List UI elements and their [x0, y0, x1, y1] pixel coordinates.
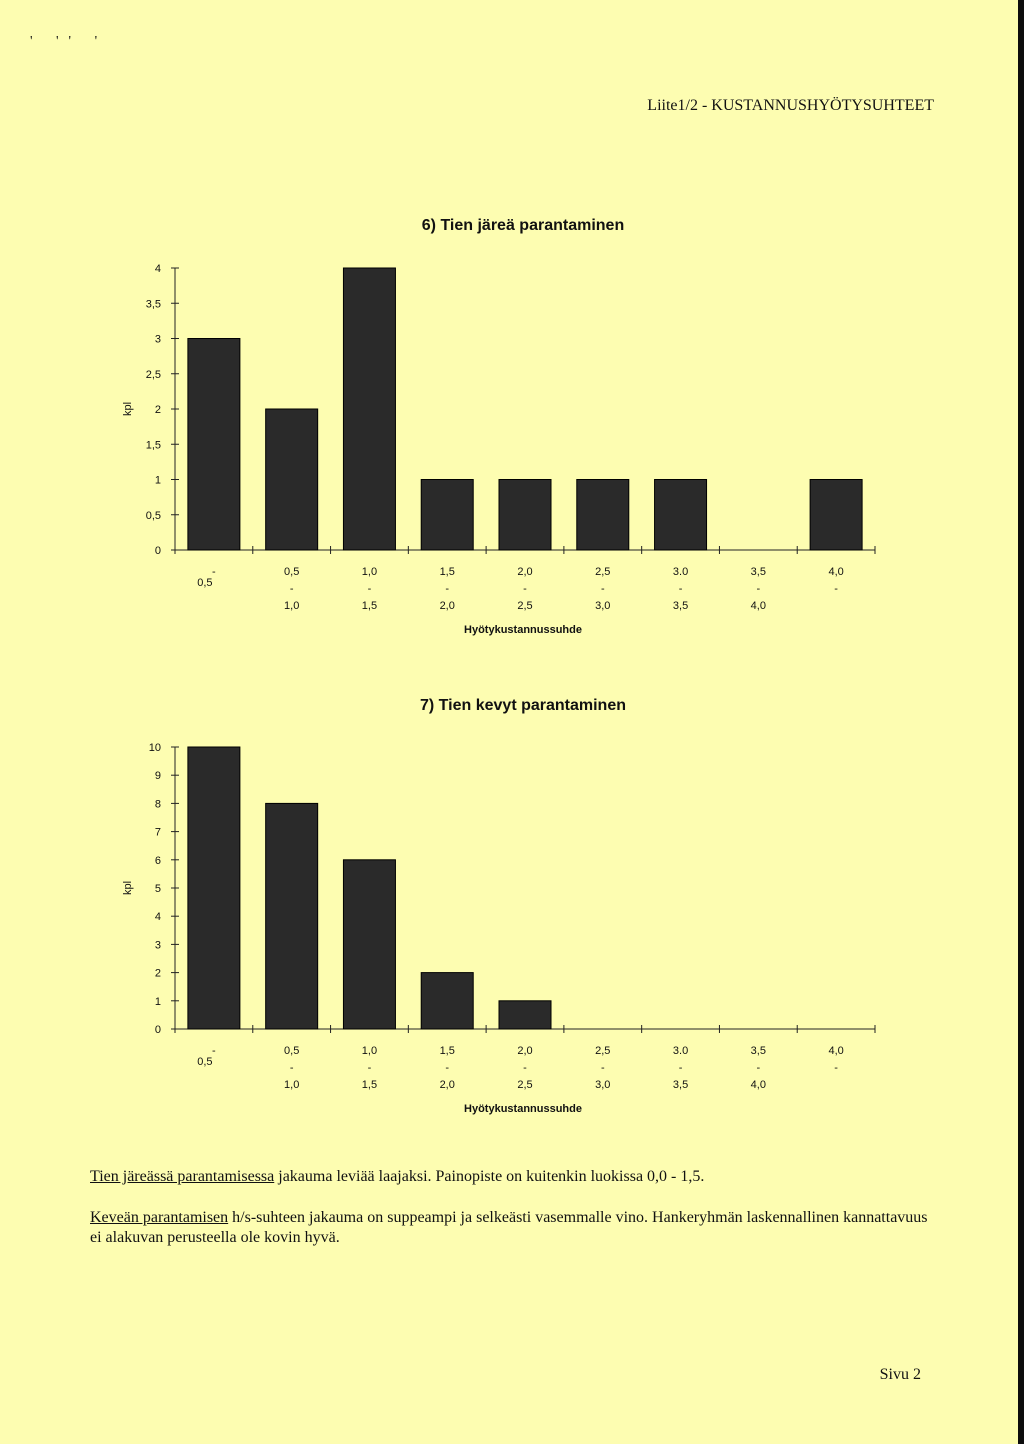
x-category-label: 2,5 [517, 1079, 533, 1091]
bar [266, 803, 318, 1029]
chart-title: 7) Tien kevyt parantaminen [420, 697, 626, 714]
x-category-label: 3,0 [595, 1079, 611, 1091]
paragraph-light-body: h/s-suhteen jakauma on suppeampi ja selkeästi vasemmalle vino. Hankeryhmän laskennallinen kannattavuus ei alakuvan perusteella ole kovin hyvä. [90, 1209, 928, 1246]
x-category-label: 2,5 [595, 1045, 611, 1057]
x-category-label: - [756, 583, 761, 595]
x-category-label: 3.0 [672, 566, 689, 578]
bar [655, 480, 707, 551]
y-tick-label: 10 [148, 742, 161, 754]
y-tick-label: 4 [154, 911, 161, 924]
x-category-label: 3,5 [750, 1045, 766, 1057]
x-category-label: 0,5 [197, 1056, 213, 1068]
chart-heavy-improvement [0, 200, 1024, 640]
y-tick-label: 7 [154, 826, 161, 839]
y-tick-label: 1 [154, 995, 161, 1008]
x-category-label: 2,5 [517, 600, 533, 612]
y-tick-label: 0 [154, 545, 161, 557]
x-category-label: - [523, 583, 527, 595]
x-category-label: 3,0 [595, 600, 611, 612]
paragraph-light-subject: Keveän parantamisen [90, 1209, 229, 1226]
x-category-label: - [834, 583, 838, 595]
y-tick-label: 1,5 [145, 439, 161, 452]
bar [810, 480, 862, 551]
x-category-label: - [367, 1062, 372, 1074]
x-category-label: 1,0 [361, 566, 378, 578]
x-category-label: 3.0 [672, 1045, 689, 1057]
x-category-label: 1,5 [361, 600, 378, 612]
y-tick-label: 0 [154, 1024, 161, 1036]
chart-light-improvement [0, 680, 1024, 1130]
scan-edge [1018, 0, 1024, 1444]
x-category-label: - [756, 1062, 761, 1074]
bar [499, 480, 551, 551]
bar [577, 480, 629, 551]
x-category-label: - [600, 583, 605, 595]
y-tick-label: 2 [154, 967, 161, 980]
bar [343, 268, 395, 550]
bar [266, 409, 318, 550]
y-tick-label: 0,5 [145, 509, 161, 522]
x-category-label: - [289, 1062, 294, 1074]
x-category-label: 0,5 [197, 577, 213, 589]
page-header-title: Liite1/2 - KUSTANNUSHYÖTYSUHTEET [647, 97, 934, 114]
x-category-label: 4,0 [828, 566, 844, 578]
page-number: Sivu 2 [879, 1366, 921, 1383]
x-category-label: 1,0 [284, 600, 300, 612]
x-category-label: 1,5 [361, 1079, 378, 1091]
x-category-label: 0,5 [284, 566, 300, 578]
paragraph-light [90, 1208, 940, 1248]
y-tick-label: 2,5 [145, 368, 161, 381]
x-category-label: - [212, 1045, 216, 1057]
y-tick-label: 1 [154, 474, 161, 487]
x-category-label: 1,5 [439, 566, 455, 578]
bar [499, 1001, 551, 1029]
y-tick-label: 9 [154, 770, 161, 783]
x-category-label: - [678, 583, 683, 595]
x-category-label: - [600, 1062, 605, 1074]
bar [343, 860, 395, 1029]
x-category-label: - [212, 566, 216, 578]
y-tick-label: 2 [154, 404, 161, 416]
x-category-label: 2,0 [517, 566, 533, 578]
y-tick-label: 3,5 [145, 298, 161, 311]
bar [421, 480, 473, 551]
paragraph-heavy-body: jakauma leviää laajaksi. Painopiste on kuitenkin luokissa 0,0 - 1,5. [274, 1168, 705, 1185]
x-category-label: 1,0 [284, 1079, 300, 1091]
x-category-label: - [445, 583, 450, 595]
x-category-label: - [445, 1062, 450, 1074]
paragraph-heavy [90, 1167, 940, 1187]
x-category-label: - [523, 1062, 527, 1074]
x-category-label: 3,5 [750, 566, 766, 578]
bar [188, 339, 240, 551]
x-category-label: - [367, 583, 372, 595]
x-category-label: 0,5 [284, 1045, 300, 1057]
x-axis-label: Hyötykustannussuhde [464, 1103, 582, 1115]
x-category-label: 1,5 [439, 1045, 455, 1057]
x-category-label: 2,5 [595, 566, 611, 578]
x-axis-label: Hyötykustannussuhde [464, 624, 582, 636]
x-category-label: 2,0 [439, 600, 455, 612]
x-category-label: 3,5 [672, 1079, 689, 1091]
x-category-label: 2,0 [439, 1079, 455, 1091]
y-axis-label: kpl [122, 880, 134, 896]
x-category-label: 1,0 [361, 1045, 378, 1057]
scan-marks: ' '' ' [30, 34, 108, 49]
y-tick-label: 5 [154, 883, 161, 895]
x-category-label: 3,5 [672, 600, 689, 612]
paragraph-heavy-subject: Tien järeässä parantamisessa [90, 1168, 275, 1185]
y-tick-label: 6 [154, 854, 161, 867]
x-category-label: - [678, 1062, 683, 1074]
x-category-label: 4,0 [750, 1079, 766, 1091]
x-category-label: - [834, 1062, 838, 1074]
x-category-label: 4,0 [750, 600, 766, 612]
y-tick-label: 8 [154, 798, 161, 811]
x-category-label: 4,0 [828, 1045, 844, 1057]
chart-title: 6) Tien järeä parantaminen [421, 217, 625, 234]
bar [421, 973, 473, 1029]
x-category-label: - [289, 583, 294, 595]
y-tick-label: 3 [154, 939, 161, 952]
y-tick-label: 4 [154, 263, 161, 275]
y-tick-label: 3 [154, 333, 161, 346]
x-category-label: 2,0 [517, 1045, 533, 1057]
y-axis-label: kpl [122, 401, 134, 417]
bar [188, 747, 240, 1029]
